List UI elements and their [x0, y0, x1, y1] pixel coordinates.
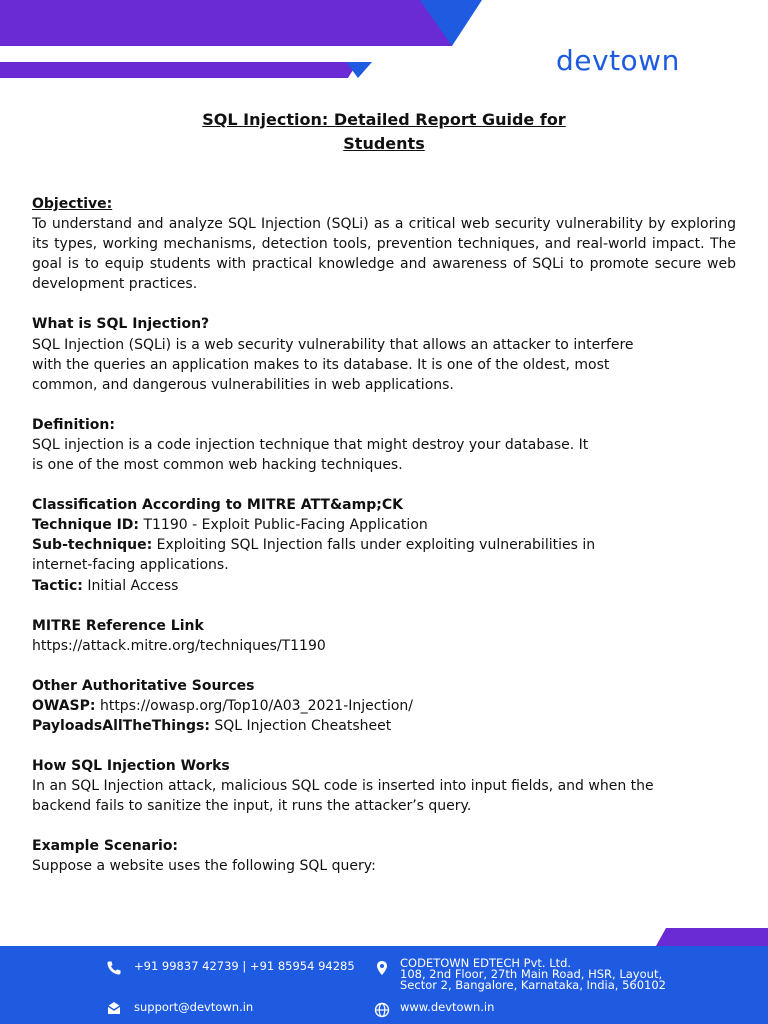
what-is-line-2: with the queries an application makes to its database. It is one of the oldest, most — [32, 356, 610, 373]
title-line-1: SQL Injection: Detailed Report Guide for — [202, 110, 566, 129]
globe-icon — [374, 1002, 390, 1018]
location-pin-icon — [374, 960, 390, 976]
payloads-value[interactable]: SQL Injection Cheatsheet — [209, 717, 392, 734]
what-is-line-3: common, and dangerous vulnerabilities in web applications. — [32, 376, 454, 393]
definition-line-1: SQL injection is a code injection technique that might destroy your database. It — [32, 436, 589, 453]
definition-heading: Definition: — [32, 416, 115, 433]
mitre-ref-heading: MITRE Reference Link — [32, 617, 204, 634]
document-body — [32, 194, 736, 877]
other-sources-heading: Other Authoritative Sources — [32, 677, 255, 694]
sub-technique-row — [32, 535, 736, 555]
devtown-logo[interactable]: devtown — [556, 44, 680, 77]
footer-email[interactable]: support@devtown.in — [134, 1000, 254, 1014]
example-heading: Example Scenario: — [32, 838, 179, 855]
footer-company: CODETOWN EDTECH Pvt. Ltd. — [400, 956, 572, 970]
owasp-row — [32, 696, 736, 716]
technique-id-value: T1190 - Exploit Public-Facing Application — [139, 517, 428, 534]
owasp-link[interactable]: https://owasp.org/Top10/A03_2021-Injection/ — [95, 697, 414, 714]
what-is-heading: What is SQL Injection? — [32, 316, 210, 333]
footer-bar — [0, 946, 768, 1024]
footer-address-line-2: Sector 2, Bangalore, Karnataka, India, 560102 — [400, 978, 666, 992]
how-works-line-2: backend fails to sanitize the input, it runs the attacker’s query. — [32, 798, 472, 815]
footer-phone[interactable]: +91 99837 42739 | +91 85954 94285 — [134, 959, 355, 973]
footer-corner-accent — [656, 928, 768, 946]
phone-icon — [106, 960, 122, 976]
mitre-ref-link[interactable]: https://attack.mitre.org/techniques/T1190 — [32, 637, 326, 654]
how-works-heading: How SQL Injection Works — [32, 758, 230, 775]
header-banner — [0, 0, 768, 90]
objective-text: To understand and analyze SQL Injection (SQLi) as a critical web security vulnerability by exploring its types, working mechanisms, detection tools, prevention techniques, and real-world impact. The goal is to equip students with practical knowledge and awareness of SQLi to promote secure web development practices. — [32, 216, 736, 293]
page-title — [0, 108, 768, 156]
tactic-label: Tactic: — [32, 577, 83, 594]
footer-address-line-1: 108, 2nd Floor, 27th Main Road, HSR, Layout, — [400, 967, 663, 981]
technique-id-row — [32, 515, 736, 535]
title-line-2: Students — [343, 134, 425, 153]
technique-id-label: Technique ID: — [32, 517, 140, 534]
footer-website[interactable]: www.devtown.in — [400, 1000, 495, 1014]
sub-technique-label: Sub-technique: — [32, 537, 153, 554]
definition-line-2: is one of the most common web hacking techniques. — [32, 457, 403, 474]
example-text: Suppose a website uses the following SQL query: — [32, 858, 376, 875]
what-is-line-1: SQL Injection (SQLi) is a web security vulnerability that allows an attacker to interfere — [32, 336, 634, 353]
objective-heading: Objective: — [32, 196, 113, 212]
how-works-line-1: In an SQL Injection attack, malicious SQL code is inserted into input fields, and when the — [32, 778, 654, 795]
sub-technique-value: Exploiting SQL Injection falls under exploiting vulnerabilities in — [152, 537, 596, 554]
tactic-value: Initial Access — [82, 577, 179, 594]
sub-technique-line-2: internet-facing applications. — [32, 557, 229, 574]
email-icon — [106, 1000, 122, 1016]
tactic-row — [32, 576, 736, 596]
classification-heading: Classification According to MITRE ATT&amp;CK — [32, 497, 403, 514]
payloads-row — [32, 716, 736, 736]
owasp-label: OWASP: — [32, 697, 96, 714]
payloads-label: PayloadsAllTheThings: — [32, 717, 210, 734]
